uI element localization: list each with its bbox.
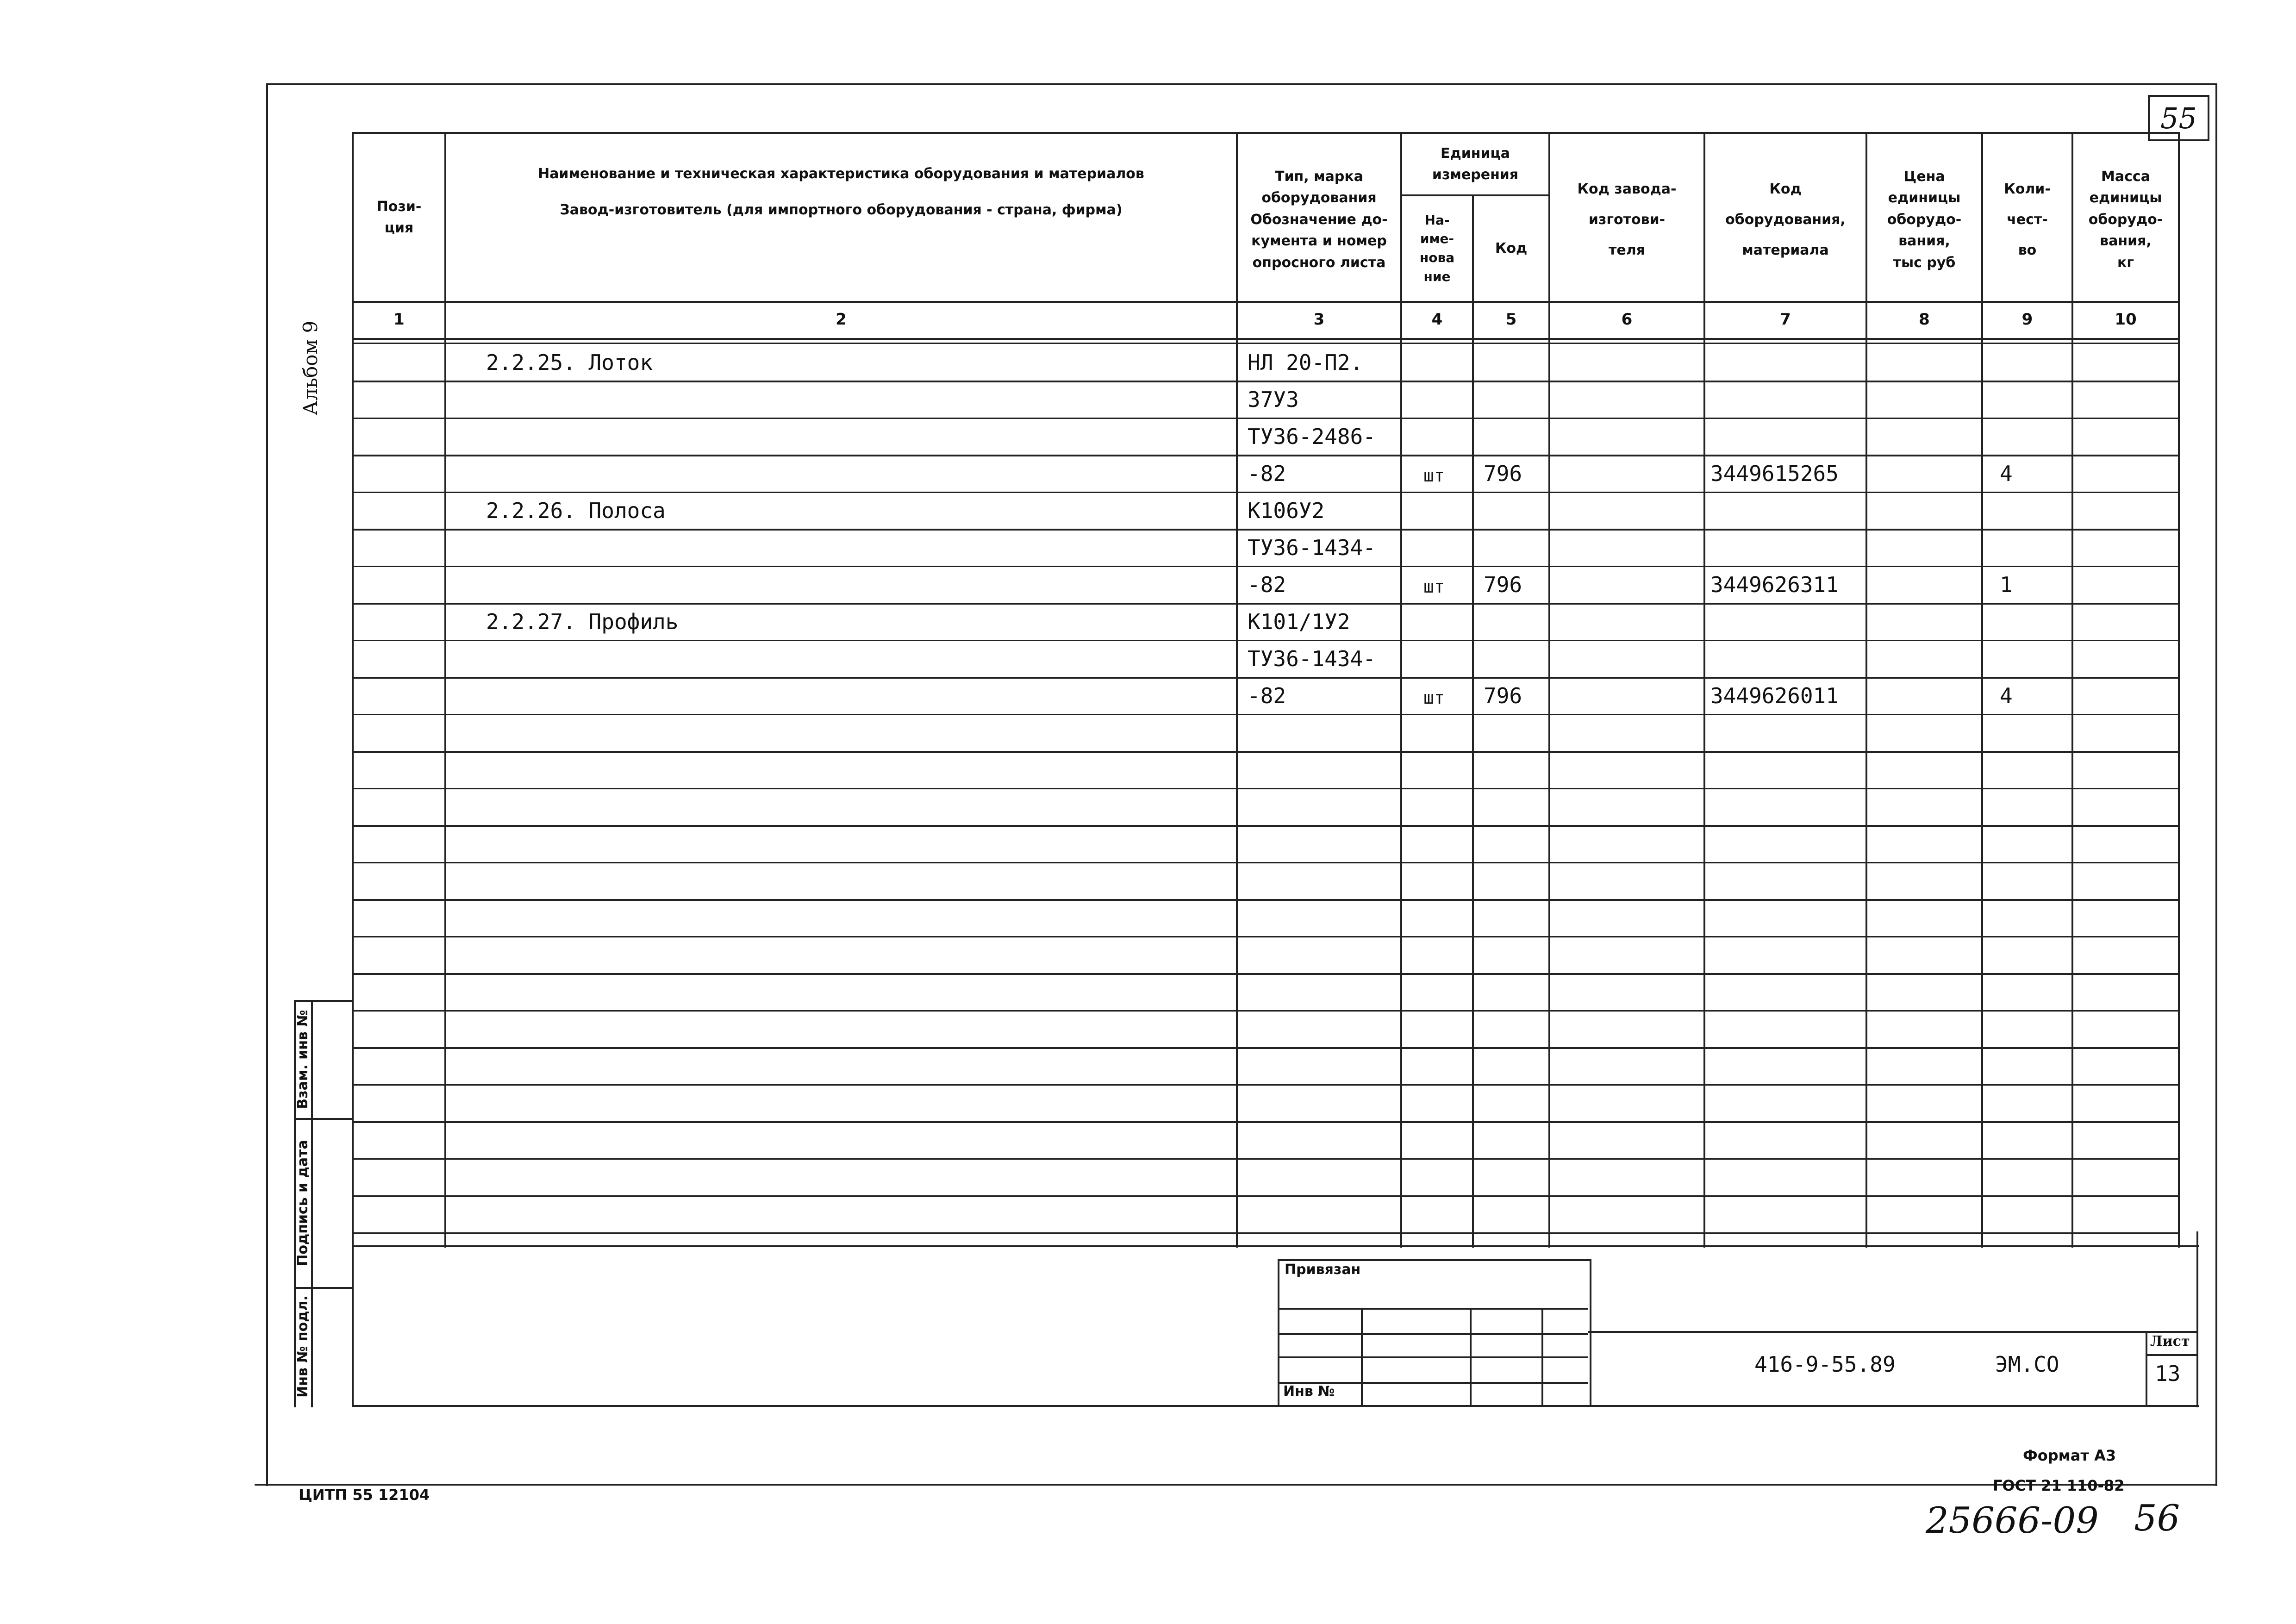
row-unit-code: 796: [1484, 572, 1522, 597]
row-separator: [352, 899, 2178, 901]
header-quantity: Коли- чест- во: [2004, 181, 2051, 258]
row-separator: [352, 751, 2178, 753]
column-number: 8: [1919, 310, 1930, 329]
row-unit: шт: [1423, 687, 1445, 708]
header-unit-name: На- име- нова ние: [1419, 212, 1455, 284]
row-separator: [352, 566, 2178, 567]
sheet-label: Лист: [2150, 1333, 2190, 1349]
header-type: Тип, марка оборудования Обозначение до- кумента и номер опросного листа: [1250, 168, 1388, 271]
row-unit-code: 796: [1484, 461, 1522, 486]
row-separator: [352, 1158, 2178, 1160]
sheet-number: 13: [2155, 1361, 2181, 1386]
document-mark: ЭМ.СО: [1995, 1352, 2059, 1377]
row-separator: [352, 1047, 2178, 1049]
row-type: К106У2: [1248, 498, 1325, 523]
row-separator: [352, 862, 2178, 863]
row-separator: [352, 455, 2178, 456]
archive-number: 25666-09: [1926, 1500, 2099, 1542]
inventory-label: Инв №: [1283, 1383, 1335, 1399]
row-separator: [352, 640, 2178, 641]
row-type: ТУ36-2486-: [1248, 424, 1376, 449]
side-stamp-signature-date: Подпись и дата: [294, 1140, 311, 1266]
row-unit: шт: [1423, 465, 1445, 486]
row-item-name: 2.2.25. Лоток: [486, 350, 653, 375]
album-label: Альбом 9: [299, 320, 322, 416]
column-number: 2: [836, 310, 847, 329]
row-quantity: 4: [2000, 461, 2013, 486]
row-unit-code: 796: [1484, 683, 1522, 708]
column-number: 4: [1431, 310, 1443, 329]
citp-label: ЦИТП 55 12104: [299, 1486, 430, 1504]
row-separator: [352, 418, 2178, 419]
row-type: -82: [1248, 683, 1286, 708]
header-maker-code: Код завода- изготови- теля: [1577, 181, 1677, 258]
row-equipment-code: 3449626011: [1710, 683, 1839, 708]
row-item-name: 2.2.26. Полоса: [486, 498, 666, 523]
column-number: 1: [393, 310, 405, 329]
row-type: ТУ36-1434-: [1248, 646, 1376, 671]
row-separator: [352, 1010, 2178, 1012]
header-name: Наименование и техническая характеристика оборудования и материалов Завод-изготовитель (для импортного оборудования - страна, фирма): [538, 166, 1144, 218]
row-equipment-code: 3449615265: [1710, 461, 1839, 486]
row-type: -82: [1248, 461, 1286, 486]
row-separator: [352, 1121, 2178, 1123]
row-unit: шт: [1423, 576, 1445, 597]
column-number: 5: [1505, 310, 1517, 329]
side-stamp-replacement: Взам. инв №: [294, 1010, 311, 1109]
row-separator: [352, 973, 2178, 975]
row-type: К101/1У2: [1248, 609, 1350, 634]
row-quantity: 4: [2000, 683, 2013, 708]
row-separator: [352, 381, 2178, 382]
page-number: 56: [2134, 1498, 2180, 1539]
row-separator: [352, 677, 2178, 679]
side-stamp-original-inventory: Инв № подл.: [294, 1295, 311, 1398]
row-separator: [352, 1084, 2178, 1086]
column-number: 3: [1313, 310, 1325, 329]
row-separator: [352, 825, 2178, 827]
row-type: -82: [1248, 572, 1286, 597]
privyazan-label: Привязан: [1285, 1262, 1361, 1278]
sheet-corner-number: 55: [2160, 101, 2197, 135]
row-separator: [352, 603, 2178, 605]
row-quantity: 1: [2000, 572, 2013, 597]
row-separator: [352, 492, 2178, 493]
header-price: Цена единицы оборудо- вания, тыс руб: [1887, 168, 1962, 271]
header-mass: Масса единицы оборудо- вания, кг: [2088, 168, 2163, 271]
format-label: Формат А3: [2023, 1447, 2116, 1464]
row-separator: [352, 1195, 2178, 1197]
row-separator: [352, 1232, 2178, 1234]
column-number: 9: [2021, 310, 2033, 329]
row-separator: [352, 529, 2178, 531]
row-separator: [352, 936, 2178, 937]
header-unit-group: Единица измерения: [1432, 145, 1519, 183]
row-separator: [352, 788, 2178, 789]
column-number: 10: [2115, 310, 2137, 329]
column-number: 7: [1780, 310, 1791, 329]
row-type: ТУ36-1434-: [1248, 535, 1376, 560]
document-code: 416-9-55.89: [1754, 1352, 1896, 1377]
row-equipment-code: 3449626311: [1710, 572, 1839, 597]
header-equipment-code: Код оборудования, материала: [1725, 181, 1846, 258]
row-type: 37У3: [1248, 387, 1299, 412]
column-number: 6: [1621, 310, 1633, 329]
gost-label: ГОСТ 21 110-82: [1993, 1477, 2125, 1494]
row-item-name: 2.2.27. Профиль: [486, 609, 679, 634]
header-unit-code: Код: [1495, 240, 1528, 256]
header-position: Пози- ция: [376, 198, 422, 236]
row-type: НЛ 20-П2.: [1248, 350, 1363, 375]
row-separator: [352, 714, 2178, 715]
